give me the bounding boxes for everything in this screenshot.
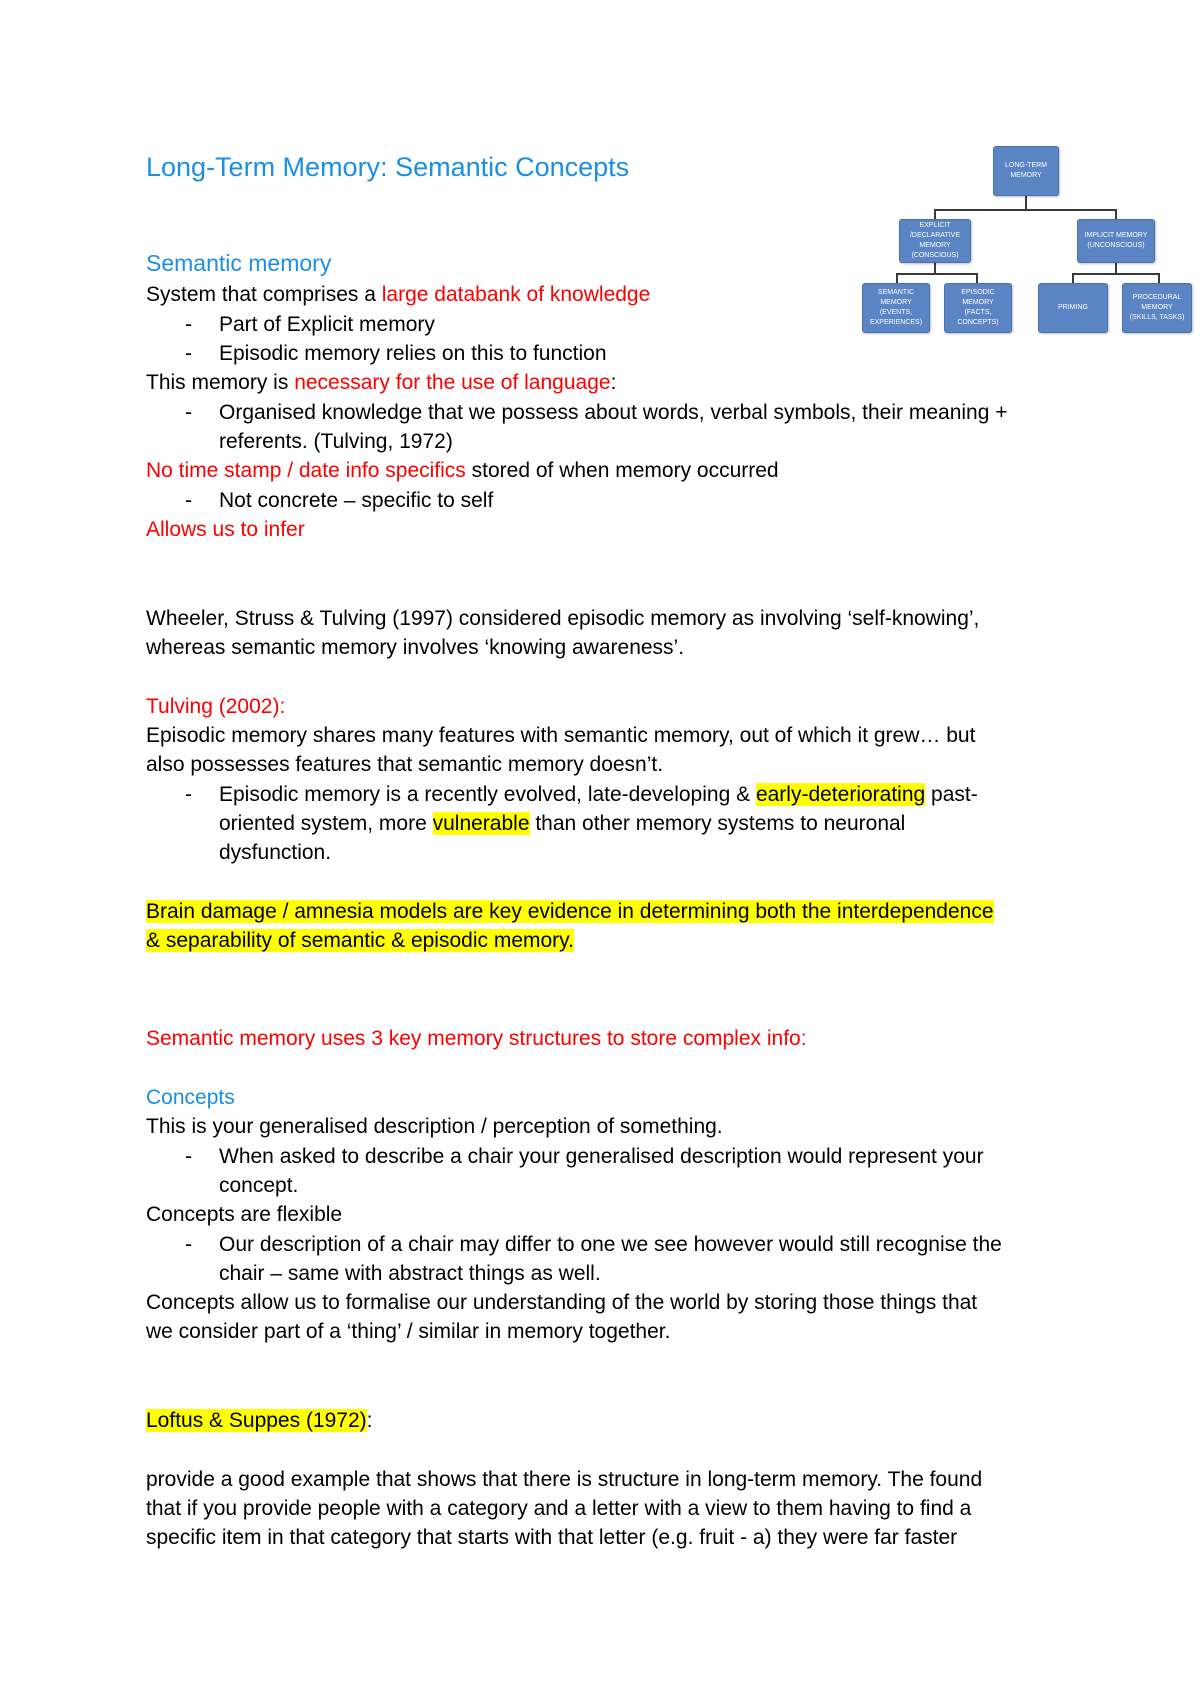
bullet-text: Organised knowledge that we possess about words, verbal symbols, their meaning + bbox=[219, 401, 1008, 424]
bullet-text: Part of Explicit memory bbox=[219, 313, 435, 336]
tulving-line-1: Episodic memory shares many features with semantic memory, out of which it grew… but bbox=[146, 724, 976, 747]
loftus-line-1: provide a good example that shows that there is structure in long-term memory. The found bbox=[146, 1468, 983, 1491]
red-emphasis: necessary for the use of language bbox=[294, 371, 611, 394]
wheeler-line-2: whereas semantic memory involves ‘knowing awareness’. bbox=[146, 636, 685, 659]
bullet-text: Our description of a chair may differ to one we see however would still recognise the bbox=[219, 1233, 1002, 1256]
loftus-heading bbox=[146, 1406, 373, 1435]
page-title: Long-Term Memory: Semantic Concepts bbox=[146, 152, 630, 182]
concepts-line-2: Concepts are flexible bbox=[146, 1203, 343, 1226]
bullet-dash: - bbox=[185, 489, 192, 512]
tulving-line-2: also possesses features that semantic memory doesn’t. bbox=[146, 753, 664, 776]
connector-line bbox=[896, 273, 898, 283]
loftus-line-2: that if you provide people with a category and a letter with a view to them having to find a bbox=[146, 1497, 972, 1520]
bullet-text-cont: referents. (Tulving, 1972) bbox=[219, 430, 453, 453]
connector-line bbox=[896, 273, 978, 275]
bullet-text: Episodic memory relies on this to function bbox=[219, 342, 607, 365]
concepts-heading: Concepts bbox=[146, 1086, 235, 1109]
tulving-heading: Tulving (2002): bbox=[146, 695, 286, 718]
episodic-memory-box: EPISODIC MEMORY (FACTS, CONCEPTS) bbox=[944, 283, 1012, 333]
definition-line bbox=[146, 280, 650, 309]
highlight: early-deteriorating bbox=[755, 783, 926, 806]
bullet-text-cont: chair – same with abstract things as well. bbox=[219, 1262, 601, 1285]
wheeler-line-1: Wheeler, Struss & Tulving (1997) considered episodic memory as involving ‘self-knowing’, bbox=[146, 607, 980, 630]
brain-line-2 bbox=[146, 926, 574, 955]
connector-line bbox=[1025, 196, 1027, 210]
highlight: vulnerable bbox=[432, 812, 530, 835]
bullet-text bbox=[219, 780, 978, 809]
connector-line bbox=[1072, 273, 1160, 275]
bullet-text-cont: concept. bbox=[219, 1174, 299, 1197]
connector-line bbox=[1115, 209, 1117, 219]
bullet-dash: - bbox=[185, 342, 192, 365]
memory-hierarchy-diagram bbox=[858, 146, 1194, 352]
text-span: Episodic memory is a recently evolved, late-developing & bbox=[219, 783, 756, 806]
bullet-dash: - bbox=[185, 1145, 192, 1168]
bullet-dash: - bbox=[185, 401, 192, 424]
text-span: than other memory systems to neuronal bbox=[529, 812, 906, 835]
concepts-line-3: Concepts allow us to formalise our understanding of the world by storing those things that bbox=[146, 1291, 978, 1314]
long-term-memory-box: LONG-TERM MEMORY bbox=[993, 146, 1059, 196]
highlight: Loftus & Suppes (1972) bbox=[146, 1409, 367, 1432]
text-span: : bbox=[610, 371, 617, 394]
bullet-dash: - bbox=[185, 1233, 192, 1256]
text-span: past- bbox=[925, 783, 978, 806]
bullet-text-cont bbox=[219, 809, 905, 838]
connector-line bbox=[1072, 273, 1074, 283]
red-emphasis: large databank of knowledge bbox=[381, 283, 651, 306]
connector-line bbox=[934, 209, 1117, 211]
implicit-memory-box: IMPLICIT MEMORY (UNCONSCIOUS) bbox=[1077, 219, 1155, 263]
text-span: oriented system, more bbox=[219, 812, 433, 835]
priming-box: PRIMING bbox=[1038, 283, 1108, 333]
connector-line bbox=[1158, 273, 1160, 283]
text-span: This memory is bbox=[146, 371, 295, 394]
semantic-memory-box: SEMANTIC MEMORY (EVENTS, EXPERIENCES) bbox=[862, 283, 930, 333]
red-emphasis: No time stamp / date info specifics bbox=[146, 459, 466, 482]
procedural-memory-box: PROCEDURAL MEMORY (SKILLS, TASKS) bbox=[1122, 283, 1192, 333]
bullet-text-cont: dysfunction. bbox=[219, 841, 332, 864]
bullet-dash: - bbox=[185, 313, 192, 336]
concepts-line-4: we consider part of a ‘thing’ / similar in memory together. bbox=[146, 1320, 671, 1343]
structures-heading: Semantic memory uses 3 key memory structures to store complex info: bbox=[146, 1027, 807, 1050]
bullet-text: Not concrete – specific to self bbox=[219, 489, 494, 512]
bullet-dash: - bbox=[185, 783, 192, 806]
bullet-text: When asked to describe a chair your generalised description would represent your bbox=[219, 1145, 984, 1168]
explicit-memory-box: EXPLICIT /DECLARATIVE MEMORY (CONSCIOUS) bbox=[899, 219, 971, 263]
language-line bbox=[146, 368, 616, 397]
concepts-line-1: This is your generalised description / perception of something. bbox=[146, 1115, 723, 1138]
text-span: System that comprises a bbox=[146, 283, 382, 306]
loftus-line-3: specific item in that category that starts with that letter (e.g. fruit - a) they were far faster bbox=[146, 1526, 958, 1549]
brain-line-1 bbox=[146, 897, 994, 926]
text-span: stored of when memory occurred bbox=[465, 459, 779, 482]
semantic-memory-heading: Semantic memory bbox=[146, 250, 332, 276]
timestamp-line bbox=[146, 456, 779, 485]
connector-line bbox=[934, 209, 936, 219]
connector-line bbox=[976, 273, 978, 283]
text-span: : bbox=[366, 1409, 373, 1432]
highlight: Brain damage / amnesia models are key evidence in determining both the interdependence bbox=[146, 900, 994, 923]
infer-line: Allows us to infer bbox=[146, 518, 305, 541]
highlight: & separability of semantic & episodic memory. bbox=[146, 929, 574, 952]
